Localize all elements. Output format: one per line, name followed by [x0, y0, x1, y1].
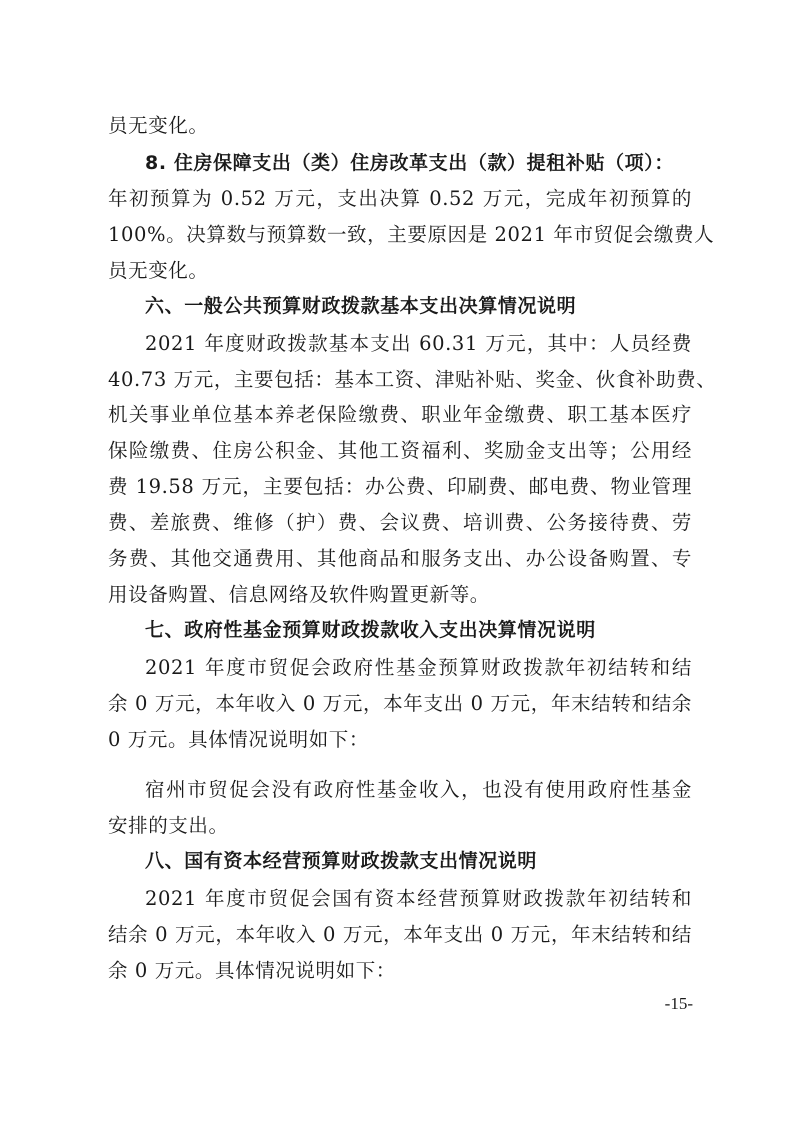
text-line: 余 0 万元。具体情况说明如下： [108, 959, 396, 982]
text-line: 100%。决算数与预算数一致，主要原因是 2021 年市贸促会缴费人 [108, 223, 715, 246]
text-line: 2021 年度市贸促会政府性基金预算财政拨款年初结转和结 [145, 656, 692, 679]
text-line: 费 19.58 万元，主要包括：办公费、印刷费、邮电费、物业管理 [108, 475, 692, 498]
section-heading: 八、国有资本经营预算财政拨款支出情况说明 [145, 850, 538, 872]
text-line: 年初预算为 0.52 万元，支出决算 0.52 万元，完成年初预算的 [108, 187, 692, 210]
text-line: 余 0 万元，本年收入 0 万元，本年支出 0 万元，年末结转和结余 [108, 692, 692, 715]
text-line: 宿州市贸促会没有政府性基金收入，也没有使用政府性基金 [145, 778, 692, 801]
text-line: 安排的支出。 [108, 814, 229, 837]
text-line: 2021 年度市贸促会国有资本经营预算财政拨款年初结转和 [145, 887, 692, 910]
text-line: 40.73 万元，主要包括：基本工资、津贴补贴、奖金、伙食补助费、 [108, 368, 717, 391]
text-line: 结余 0 万元，本年收入 0 万元，本年支出 0 万元，年末结转和结 [108, 923, 692, 946]
text-line: 用设备购置、信息网络及软件购置更新等。 [108, 583, 490, 606]
text-line: 员无变化。 [108, 259, 209, 282]
text-line: 保险缴费、住房公积金、其他工资福利、奖励金支出等；公用经 [108, 439, 692, 462]
page-number: -15- [664, 994, 693, 1013]
text-line: 2021 年度财政拨款基本支出 60.31 万元，其中：人员经费 [145, 332, 692, 355]
item-heading: 8. 住房保障支出（类）住房改革支出（款）提租补贴（项）： [145, 152, 674, 174]
text-line: 务费、其他交通费用、其他商品和服务支出、办公设备购置、专 [108, 547, 692, 570]
text-line: 费、差旅费、维修（护）费、会议费、培训费、公务接待费、劳 [108, 511, 692, 534]
section-heading: 七、政府性基金预算财政拨款收入支出决算情况说明 [145, 619, 596, 641]
section-heading: 六、一般公共预算财政拨款基本支出决算情况说明 [145, 295, 577, 317]
text-line: 机关事业单位基本养老保险缴费、职业年金缴费、职工基本医疗 [108, 403, 692, 426]
text-line: 0 万元。具体情况说明如下： [108, 728, 370, 751]
text-line: 员无变化。 [108, 114, 209, 137]
